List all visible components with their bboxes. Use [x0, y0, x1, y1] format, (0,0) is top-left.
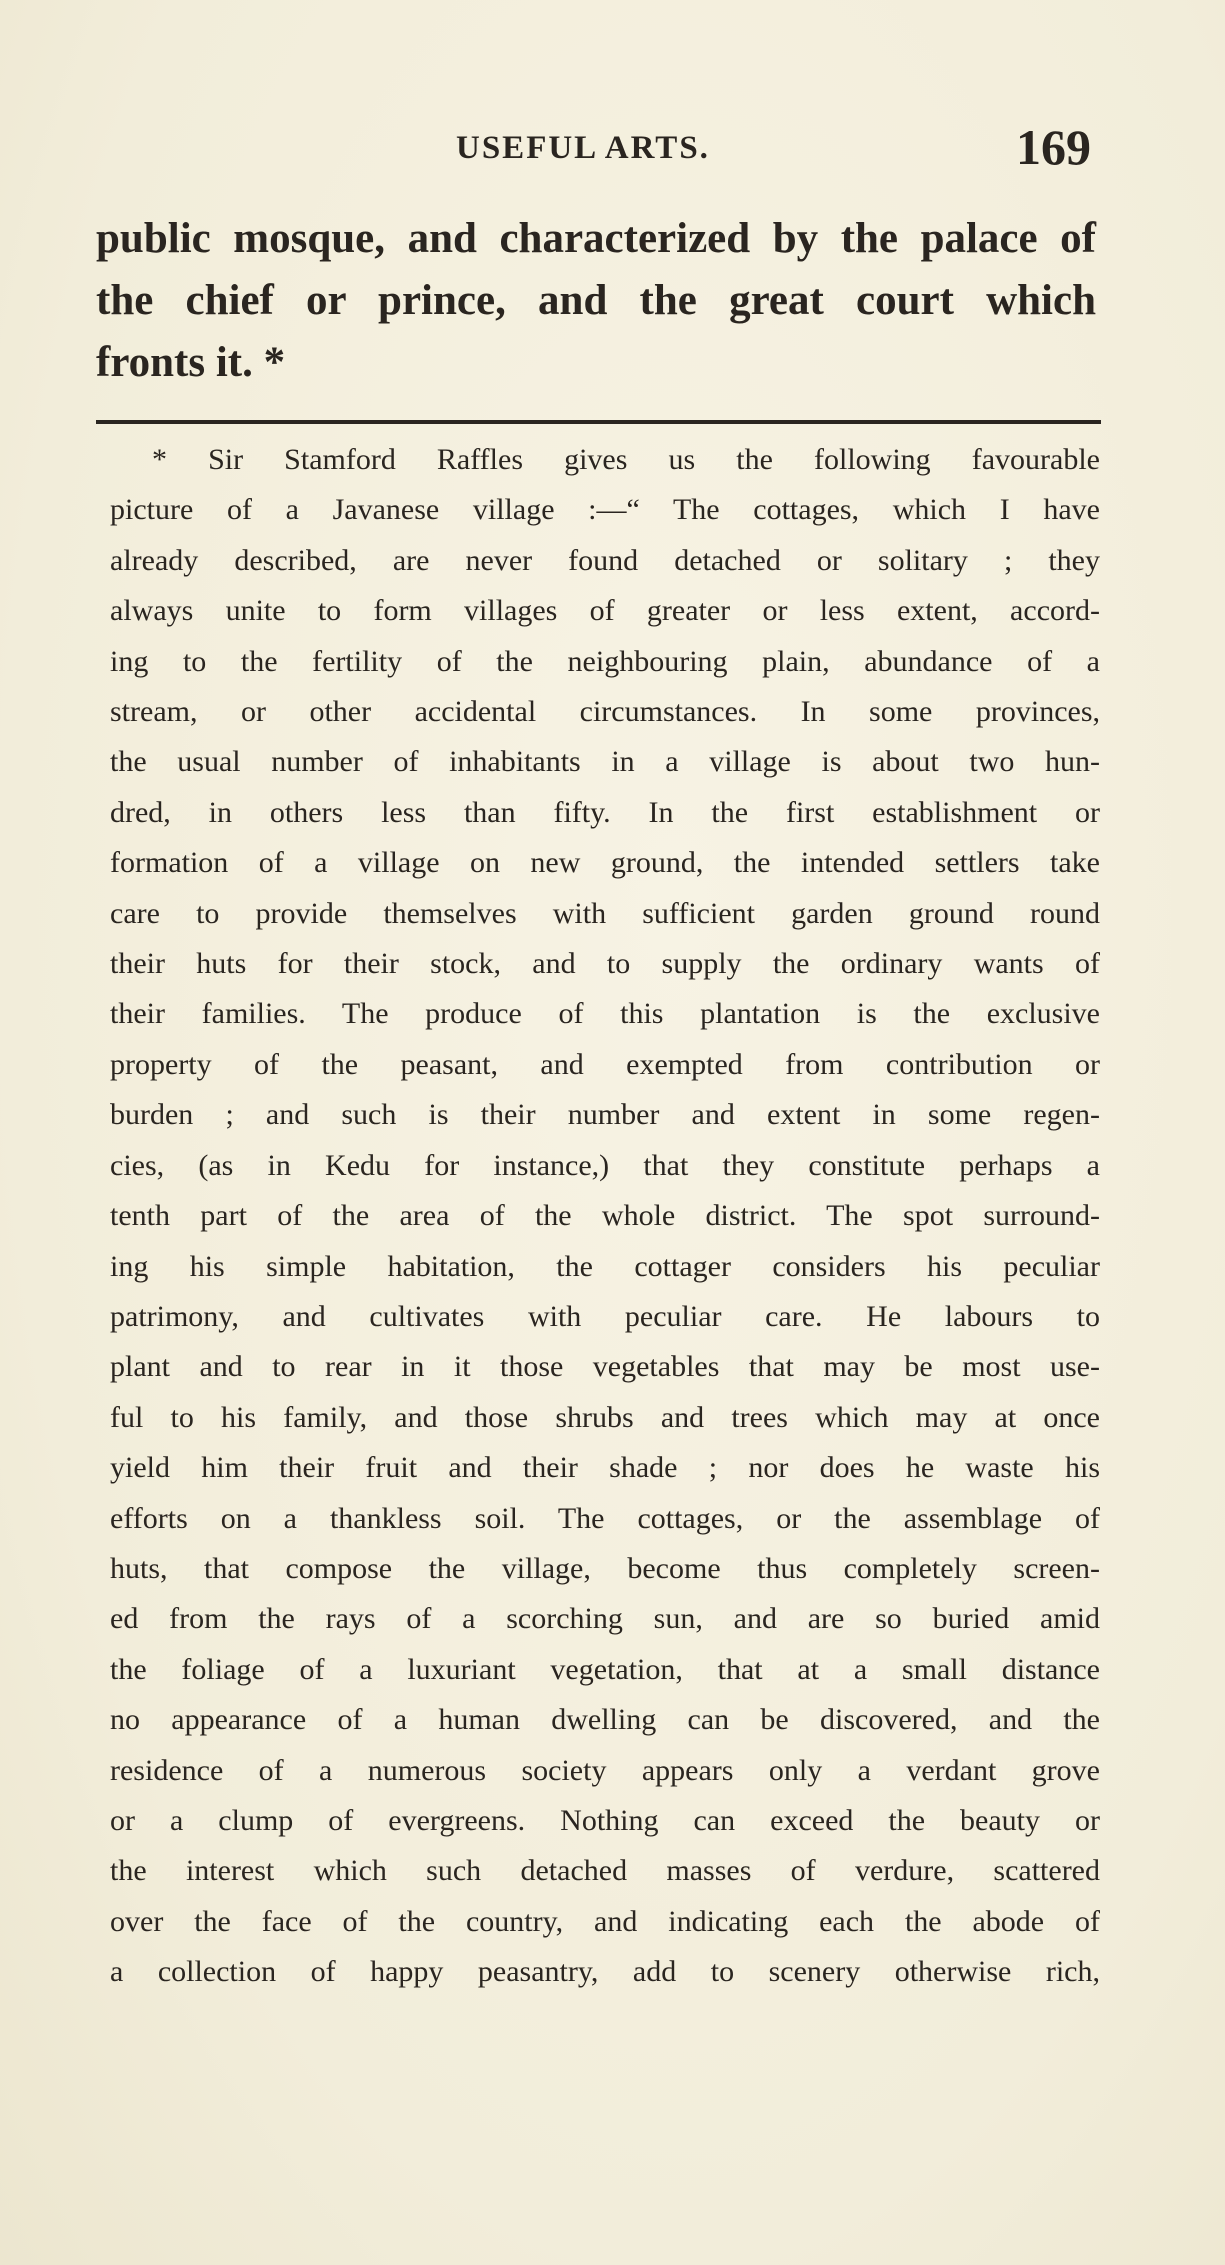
- footnote-line: or a clump of evergreens. Nothing can exceed the beauty or: [110, 1803, 1100, 1837]
- footnote-line: efforts on a thankless soil. The cottages, or the assemblage of: [110, 1501, 1100, 1535]
- footnote-line: patrimony, and cultivates with peculiar care. He labours to: [110, 1299, 1100, 1333]
- footnote-line: * Sir Stamford Raffles gives us the following favourable: [152, 443, 1100, 476]
- footnote-line: residence of a numerous society appears only a verdant grove: [110, 1753, 1100, 1787]
- footnote-line: formation of a village on new ground, the intended settlers take: [110, 846, 1100, 880]
- footnote-line: ful to his family, and those shrubs and trees which may at once: [110, 1400, 1100, 1434]
- footnote-line: huts, that compose the village, become thus completely screen-: [110, 1551, 1100, 1585]
- main-text-line: public mosque, and characterized by the palace of: [96, 215, 1096, 262]
- page-number: 169: [1016, 119, 1091, 175]
- footnote-line: no appearance of a human dwelling can be discovered, and the: [110, 1703, 1100, 1737]
- footnote-line: burden ; and such is their number and extent in some regen-: [110, 1098, 1100, 1132]
- main-text-line: the chief or prince, and the great court which: [96, 277, 1096, 324]
- footnote-line: already described, are never found detached or solitary ; they: [110, 543, 1100, 577]
- footnote-line: their huts for their stock, and to supply the ordinary wants of: [110, 947, 1100, 981]
- footnote-line: stream, or other accidental circumstances. In some provinces,: [110, 695, 1100, 729]
- footnote-line: tenth part of the area of the whole district. The spot surround-: [110, 1199, 1100, 1233]
- footnote-line: dred, in others less than fifty. In the first establishment or: [110, 795, 1100, 829]
- footnote-line: yield him their fruit and their shade ; nor does he waste his: [110, 1451, 1100, 1485]
- footnote-line: their families. The produce of this plantation is the exclusive: [110, 997, 1100, 1031]
- footnote-line: ed from the rays of a scorching sun, and are so buried amid: [110, 1602, 1100, 1636]
- footnote-line: ing to the fertility of the neighbouring plain, abundance of a: [110, 644, 1100, 678]
- footnote-line: the foliage of a luxuriant vegetation, that at a small distance: [110, 1652, 1100, 1686]
- footnote-line: cies, (as in Kedu for instance,) that they constitute perhaps a: [110, 1148, 1100, 1182]
- footnote-line: care to provide themselves with sufficient garden ground round: [110, 896, 1100, 930]
- main-text: [96, 208, 1096, 394]
- footnote-line: the interest which such detached masses of verdure, scattered: [110, 1854, 1100, 1888]
- footnote-line: ing his simple habitation, the cottager considers his peculiar: [110, 1249, 1100, 1283]
- footnote-line: property of the peasant, and exempted from contribution or: [110, 1047, 1100, 1081]
- footnote-line: the usual number of inhabitants in a village is about two hun-: [110, 745, 1100, 779]
- footnote-line: always unite to form villages of greater or less extent, accord-: [110, 594, 1100, 628]
- footnote-rule: [96, 420, 1101, 424]
- running-title: USEFUL ARTS.: [456, 130, 710, 166]
- main-text-line: fronts it. *: [96, 339, 286, 386]
- footnote: [110, 435, 1100, 1998]
- footnote-line: picture of a Javanese village :—“ The cottages, which I have: [110, 493, 1100, 527]
- footnote-line: over the face of the country, and indicating each the abode of: [110, 1904, 1100, 1938]
- footnote-line: a collection of happy peasantry, add to scenery otherwise rich,: [110, 1955, 1100, 1989]
- running-head: [96, 118, 1096, 178]
- footnote-line: plant and to rear in it those vegetables that may be most use-: [110, 1350, 1100, 1384]
